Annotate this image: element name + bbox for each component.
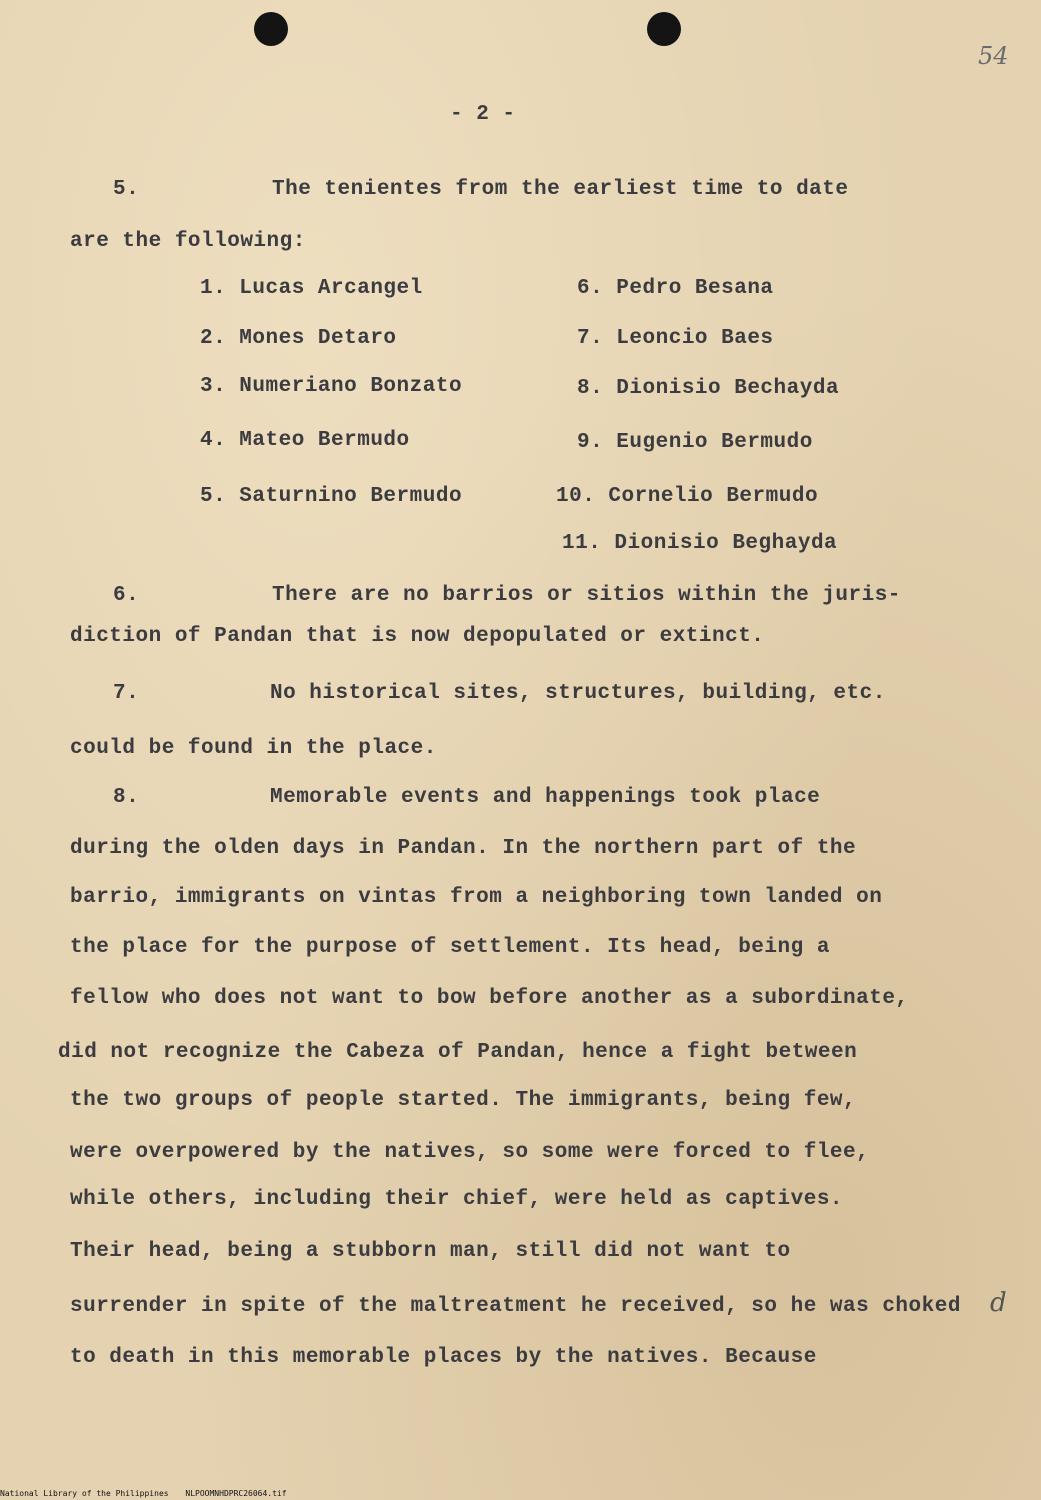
teniente-item: 10. Cornelio Bermudo xyxy=(556,485,819,508)
section-8-line: the two groups of people started. The immigrants, being few, xyxy=(70,1089,857,1112)
teniente-item: 3. Numeriano Bonzato xyxy=(200,375,463,398)
section-6-number: 6. xyxy=(113,584,140,607)
teniente-item: 7. Leoncio Baes xyxy=(577,327,774,350)
section-7-line2: could be found in the place. xyxy=(70,737,437,760)
section-8-line: surrender in spite of the maltreatment he received, so he was choked xyxy=(70,1295,961,1318)
section-8-line: during the olden days in Pandan. In the northern part of the xyxy=(70,837,857,860)
binder-hole-right xyxy=(647,12,681,46)
teniente-item: 11. Dionisio Beghayda xyxy=(562,532,838,555)
teniente-item: 5. Saturnino Bermudo xyxy=(200,485,463,508)
section-8-line: did not recognize the Cabeza of Pandan, hence a fight between xyxy=(58,1041,858,1064)
section-8-line: were overpowered by the natives, so some were forced to flee, xyxy=(70,1141,870,1164)
section-8-line: while others, including their chief, were held as captives. xyxy=(70,1188,844,1211)
section-8-line: fellow who does not want to bow before another as a subordinate, xyxy=(70,987,909,1010)
handwritten-correction: d xyxy=(990,1288,1007,1318)
section-8-line: barrio, immigrants on vintas from a neighboring town landed on xyxy=(70,886,883,909)
section-8-line: Their head, being a stubborn man, still did not want to xyxy=(70,1240,791,1263)
section-8-number: 8. xyxy=(113,786,140,809)
section-7-number: 7. xyxy=(113,682,140,705)
teniente-item: 2. Mones Detaro xyxy=(200,327,397,350)
section-8-line: the place for the purpose of settlement. Its head, being a xyxy=(70,936,830,959)
teniente-item: 1. Lucas Arcangel xyxy=(200,277,423,300)
section-8-line: to death in this memorable places by the natives. Because xyxy=(70,1346,817,1369)
section-7-line1: No historical sites, structures, building, etc. xyxy=(270,682,886,705)
section-5-number: 5. xyxy=(113,178,140,201)
section-5-intro-line2: are the following: xyxy=(70,230,306,253)
footer-institution: National Library of the Philippines xyxy=(0,1489,169,1498)
section-8-line: Memorable events and happenings took place xyxy=(270,786,821,809)
section-5-intro-line1: The tenientes from the earliest time to date xyxy=(272,178,849,201)
page-header: - 2 - xyxy=(450,103,516,126)
teniente-item: 9. Eugenio Bermudo xyxy=(577,431,813,454)
binder-hole-left xyxy=(254,12,288,46)
section-6-line2: diction of Pandan that is now depopulated or extinct. xyxy=(70,625,765,648)
scan-footer xyxy=(0,1489,299,1498)
teniente-item: 8. Dionisio Bechayda xyxy=(577,377,840,400)
teniente-item: 4. Mateo Bermudo xyxy=(200,429,410,452)
section-6-line1: There are no barrios or sitios within the juris- xyxy=(272,584,901,607)
footer-filename: NLPOOMNHDPRC26064.tif xyxy=(185,1489,287,1498)
teniente-item: 6. Pedro Besana xyxy=(577,277,774,300)
handwritten-page-number: 54 xyxy=(978,42,1009,70)
